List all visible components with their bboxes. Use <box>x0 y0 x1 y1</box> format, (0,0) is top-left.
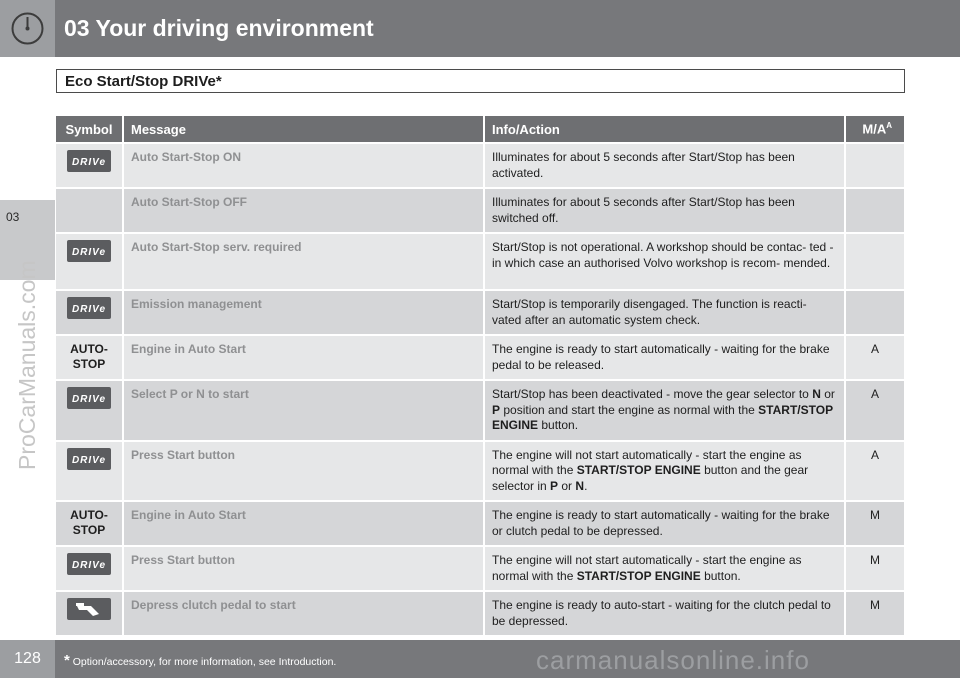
info-cell: Start/Stop is not operational. A workshop should be contac- ted - in which case an authorised Volvo workshop is recom- mended. <box>484 233 845 290</box>
page-footer <box>0 640 960 678</box>
drive-icon <box>67 150 111 172</box>
info-text: position and start the engine as normal with the <box>500 402 759 417</box>
info-cell: The engine is ready to auto-start - waiting for the clutch pedal to be depressed. <box>484 591 845 636</box>
info-emphasis: N <box>812 387 821 401</box>
drive-icon <box>67 448 111 470</box>
message-cell: Emission management <box>123 290 484 335</box>
message-cell: Press Start button <box>123 546 484 591</box>
message-cell: Press Start button <box>123 441 484 502</box>
page-header <box>0 0 960 57</box>
side-watermark: ProCarManuals.com <box>14 260 40 470</box>
symbol-cell <box>56 441 123 502</box>
info-emphasis: START/STOP ENGINE <box>576 463 701 477</box>
message-cell: Auto Start-Stop serv. required <box>123 233 484 290</box>
auto-stop-line1: AUTO- <box>70 508 108 522</box>
chapter-number: 03 <box>6 210 20 224</box>
info-text: The engine will not start automatically - start the engine as normal with the <box>492 553 802 583</box>
info-text: button and the gear selector in <box>492 463 809 493</box>
ma-cell: M <box>845 501 904 546</box>
drive-icon-label: DRIVe <box>71 394 107 405</box>
column-header-message: Message <box>123 116 484 143</box>
info-cell: Start/Stop is temporarily disengaged. The function is reacti- vated after an automatic system check. <box>484 290 845 335</box>
info-cell <box>484 380 845 441</box>
table-row <box>56 546 904 591</box>
auto-stop-line2: STOP <box>72 523 106 537</box>
ma-cell: M <box>845 546 904 591</box>
info-text: . <box>584 478 588 493</box>
info-text: or <box>820 387 835 401</box>
table-row <box>56 380 904 441</box>
ma-cell: A <box>845 441 904 502</box>
info-text: button. <box>700 568 741 583</box>
info-emphasis: P <box>550 478 559 493</box>
message-table <box>56 116 904 637</box>
message-cell: Select P or N to start <box>123 380 484 441</box>
info-cell: The engine is ready to start automatically - waiting for the brake or clutch pedal to be depressed. <box>484 501 845 546</box>
info-emphasis: P <box>492 402 501 417</box>
table-row <box>56 188 904 233</box>
message-cell: Depress clutch pedal to start <box>123 591 484 636</box>
page-number: 128 <box>0 640 55 678</box>
column-header-symbol: Symbol <box>56 116 123 143</box>
ma-cell <box>845 188 904 233</box>
symbol-cell <box>56 143 123 188</box>
message-cell: Auto Start-Stop OFF <box>123 188 484 233</box>
ma-cell <box>845 143 904 188</box>
symbol-cell <box>56 188 123 233</box>
table-row <box>56 501 904 546</box>
column-header-ma <box>845 116 904 143</box>
info-emphasis: N <box>575 478 585 493</box>
symbol-cell <box>56 591 123 636</box>
message-cell: Engine in Auto Start <box>123 501 484 546</box>
drive-icon-label: DRIVe <box>71 454 107 466</box>
table-header-row <box>56 116 904 143</box>
drive-icon <box>67 553 111 575</box>
auto-stop-line2: STOP <box>72 357 106 371</box>
info-text: Start/Stop has been deactivated - move the gear selector to <box>492 387 813 401</box>
section-title: Eco Start/Stop DRIVe* <box>65 73 222 90</box>
auto-stop-symbol <box>70 508 108 538</box>
chapter-title: 03 Your driving environment <box>64 15 374 41</box>
symbol-cell <box>56 380 123 441</box>
table-row <box>56 441 904 502</box>
table-row <box>56 143 904 188</box>
info-text: or <box>558 478 576 493</box>
info-cell: Illuminates for about 5 seconds after Start/Stop has been switched off. <box>484 188 845 233</box>
info-text: button. <box>538 418 579 432</box>
column-header-info: Info/Action <box>484 116 845 143</box>
footnote-asterisk: * <box>64 652 70 669</box>
info-cell: The engine is ready to start automatically - waiting for the brake pedal to be released. <box>484 335 845 380</box>
clutch-pedal-icon <box>67 598 111 620</box>
auto-stop-line1: AUTO- <box>70 342 108 356</box>
ma-cell: A <box>845 380 904 441</box>
drive-icon <box>67 387 111 409</box>
message-cell: Engine in Auto Start <box>123 335 484 380</box>
symbol-cell <box>56 290 123 335</box>
ma-label: M/A <box>862 121 887 137</box>
footnote-text: Option/accessory, for more information, see Introduction. <box>69 656 337 668</box>
drive-icon-label: DRIVe <box>71 560 107 571</box>
ma-cell: M <box>845 591 904 636</box>
table-row <box>56 591 904 636</box>
ma-cell <box>845 290 904 335</box>
section-heading-box <box>56 69 905 93</box>
info-cell <box>484 546 845 591</box>
auto-stop-symbol <box>70 342 108 372</box>
drive-icon-label: DRIVe <box>71 157 107 168</box>
info-emphasis: START/STOP ENGINE <box>576 568 701 583</box>
symbol-cell <box>56 335 123 380</box>
bottom-watermark: carmanualsonline.info <box>536 645 810 675</box>
info-cell: Illuminates for about 5 seconds after Start/Stop has been activated. <box>484 143 845 188</box>
ma-superscript: A <box>886 121 892 131</box>
message-cell: Auto Start-Stop ON <box>123 143 484 188</box>
drive-icon <box>67 240 111 262</box>
symbol-cell <box>56 501 123 546</box>
table-row <box>56 233 904 290</box>
speedometer-icon <box>0 0 55 57</box>
ma-cell <box>845 233 904 290</box>
footnote <box>64 652 336 669</box>
table-row <box>56 290 904 335</box>
symbol-cell <box>56 546 123 591</box>
drive-icon-label: DRIVe <box>71 304 107 315</box>
info-cell <box>484 441 845 502</box>
drive-icon <box>67 297 111 319</box>
drive-icon-label: DRIVe <box>71 247 107 258</box>
info-text: The engine will not start automatically - start the engine as normal with the <box>492 447 802 477</box>
symbol-cell <box>56 233 123 290</box>
info-emphasis: START/STOP ENGINE <box>492 402 833 432</box>
ma-cell: A <box>845 335 904 380</box>
table-row <box>56 335 904 380</box>
